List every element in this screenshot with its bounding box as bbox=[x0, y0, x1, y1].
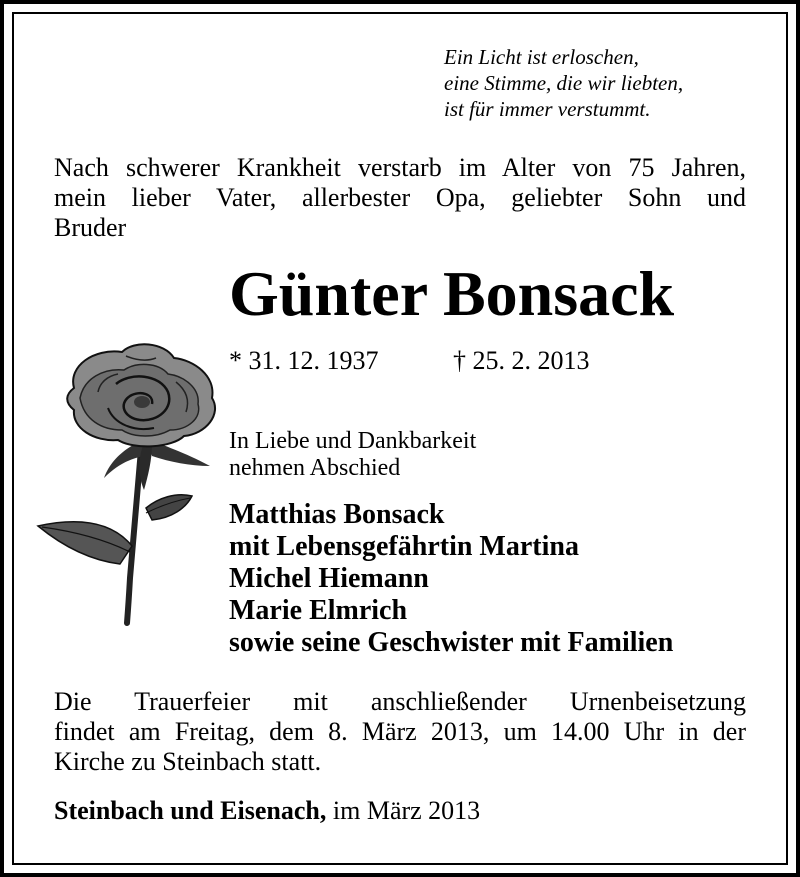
birth-date: * 31. 12. 1937 bbox=[229, 346, 379, 375]
death-date: † 25. 2. 2013 bbox=[453, 346, 590, 375]
ceremony-line: findet am Freitag, dem 8. März 2013, um 14.00 Uhr in der bbox=[54, 717, 746, 746]
rose-icon bbox=[34, 338, 224, 628]
intro-line: Nach schwerer Krankheit verstarb im Alter von 75 Jahren, bbox=[54, 153, 746, 182]
mourners-list bbox=[229, 499, 673, 659]
mourner-line: mit Lebensgefährtin Martina bbox=[229, 531, 579, 562]
motto-line: ist für immer verstummt. bbox=[444, 97, 651, 121]
motto-line: Ein Licht ist erloschen, bbox=[444, 45, 639, 69]
mourner-line: Michel Hiemann bbox=[229, 563, 429, 594]
life-dates bbox=[229, 344, 590, 378]
intro-line: Bruder bbox=[54, 213, 127, 242]
ceremony-text bbox=[54, 687, 746, 777]
farewell-line: In Liebe und Dankbarkeit bbox=[229, 428, 477, 454]
farewell-text bbox=[229, 428, 476, 482]
motto-poem bbox=[444, 44, 683, 122]
intro-text bbox=[54, 153, 746, 243]
mourner-line: sowie seine Geschwister mit Familien bbox=[229, 627, 674, 658]
farewell-line: nehmen Abschied bbox=[229, 455, 401, 481]
motto-line: eine Stimme, die wir liebten, bbox=[444, 71, 684, 95]
ceremony-line: Kirche zu Steinbach statt. bbox=[54, 747, 322, 776]
closing-line bbox=[54, 796, 480, 826]
mourner-line: Marie Elmrich bbox=[229, 595, 408, 626]
deceased-name: Günter Bonsack bbox=[229, 258, 675, 329]
closing-places: Steinbach und Eisenach, bbox=[54, 796, 327, 825]
mourner-line: Matthias Bonsack bbox=[229, 499, 445, 530]
closing-date: im März 2013 bbox=[326, 796, 481, 825]
intro-line: mein lieber Vater, allerbester Opa, geliebter Sohn und bbox=[54, 183, 746, 212]
ceremony-line: Die Trauerfeier mit anschließender Urnenbeisetzung bbox=[54, 687, 746, 716]
